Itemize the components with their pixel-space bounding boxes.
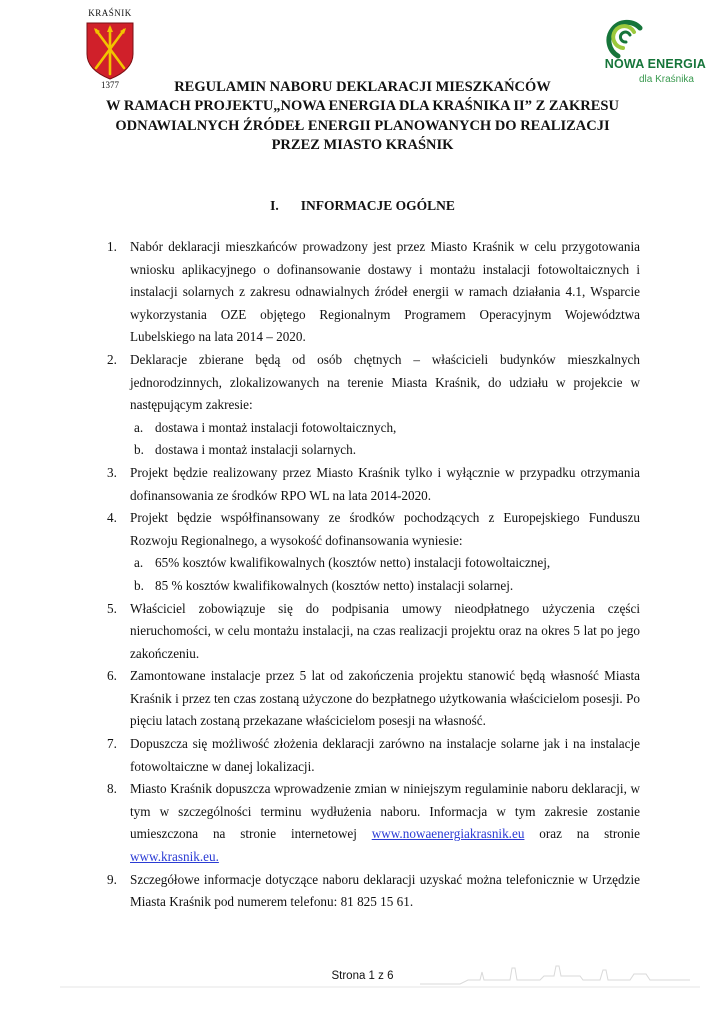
sub-item bbox=[130, 439, 640, 462]
crest-year: 1377 bbox=[101, 80, 119, 90]
title-line: W RAMACH PROJEKTU„NOWA ENERGIA DLA KRAŚNIKA II” Z ZAKRESU bbox=[106, 98, 619, 115]
list-item bbox=[107, 507, 640, 597]
item-text: Projekt będzie realizowany przez Miasto Kraśnik tylko i wyłącznie w przypadku otrzymania dofinansowania ze środków RPO WL na lata 2014-2020. bbox=[130, 464, 640, 503]
crest-name: KRAŚNIK bbox=[88, 8, 132, 18]
section-heading bbox=[0, 198, 725, 214]
sub-item-letter: b. bbox=[134, 442, 144, 458]
rules-list bbox=[107, 236, 640, 914]
website-link-nowaenergia[interactable]: www.nowaenergiakrasnik.eu bbox=[371, 826, 525, 842]
list-item bbox=[107, 733, 640, 778]
sub-item-text: dostawa i montaż instalacji fotowoltaicznych, bbox=[155, 419, 397, 435]
sub-item-text: 85 % kosztów kwalifikowalnych (kosztów netto) instalacji solarnej. bbox=[155, 577, 514, 593]
item-number: 7. bbox=[107, 736, 117, 752]
list-item bbox=[107, 598, 640, 666]
logo-title: NOWA ENERGIA bbox=[604, 57, 706, 71]
item-number: 2. bbox=[107, 351, 117, 367]
item-text-part: Miasto Kraśnik dopuszcza wprowadzenie zmian w niniejszym regulaminie naboru deklaracji, w tym w szczególności terminu wydłużenia naboru. Informacja w tym zakresie zostanie umieszczona na stronie internetowej bbox=[130, 781, 640, 842]
section-number: I. bbox=[270, 198, 279, 213]
crest-shield-icon bbox=[86, 22, 134, 80]
sub-item-text: 65% kosztów kwalifikowalnych (kosztów netto) instalacji fotowoltaicznej, bbox=[155, 555, 551, 571]
list-item bbox=[107, 462, 640, 507]
document-title bbox=[90, 78, 635, 156]
item-text: Szczegółowe informacje dotyczące naboru deklaracji uzyskać można telefonicznie w Urzędzie Miasta Kraśnik pod numerem telefonu: 81 825 15 61. bbox=[130, 871, 640, 910]
section-title: INFORMACJE OGÓLNE bbox=[300, 198, 455, 213]
item-text: Nabór deklaracji mieszkańców prowadzony jest przez Miasto Kraśnik w celu przygotowania wniosku aplikacyjnego o dofinansowanie dostawy i montażu instalacji fotowoltaicznych i instalacji solarnych z zakresu odnawialnych źródeł energii w ramach działania 4.1, Wsparcie wykorzystania OZE objętego Regionalnym Programem Operacyjnym Województwa Lubelskiego na lata 2014 – 2020. bbox=[130, 239, 640, 345]
sub-item-text: dostawa i montaż instalacji solarnych. bbox=[155, 442, 357, 458]
list-item bbox=[107, 778, 640, 868]
title-line: PRZEZ MIASTO KRAŚNIK bbox=[271, 137, 454, 154]
list-item bbox=[107, 349, 640, 462]
sub-item bbox=[130, 417, 640, 440]
item-number: 6. bbox=[107, 668, 117, 684]
list-item bbox=[107, 665, 640, 733]
page-number: Strona 1 z 6 bbox=[331, 970, 394, 982]
list-item bbox=[107, 869, 640, 914]
title-line: ODNAWIALNYCH ŹRÓDEŁ ENERGII PLANOWANYCH DO REALIZACJI bbox=[115, 117, 610, 134]
item-number: 5. bbox=[107, 600, 117, 616]
website-link-krasnik[interactable]: www.krasnik.eu. bbox=[130, 849, 219, 865]
sub-item-letter: b. bbox=[134, 577, 144, 593]
item-number: 8. bbox=[107, 781, 117, 797]
energy-swirl-icon bbox=[588, 16, 708, 60]
item-number: 3. bbox=[107, 464, 117, 480]
item-text bbox=[130, 778, 640, 868]
item-text: Zamontowane instalacje przez 5 lat od zakończenia projektu stanowić będą własność Miasta Kraśnik i przez ten czas zostaną użyczone do bezpłatnego użytkowania właścicielom posesji. Po pięciu latach zostaną przekazane właścicielom posesji na własność. bbox=[130, 668, 640, 729]
item-number: 4. bbox=[107, 510, 117, 526]
item-number: 9. bbox=[107, 871, 117, 887]
logo-subtitle: dla Kraśnika bbox=[638, 74, 694, 85]
list-item bbox=[107, 236, 640, 349]
item-number: 1. bbox=[107, 239, 117, 254]
item-text-part: oraz na stronie bbox=[524, 826, 640, 842]
sub-item-letter: a. bbox=[134, 555, 144, 571]
sub-item bbox=[130, 552, 640, 575]
sub-item bbox=[130, 575, 640, 598]
item-text: Dopuszcza się możliwość złożenia deklaracji zarówno na instalacje solarne jak i na instalacje fotowoltaiczne w danej lokalizacji. bbox=[130, 736, 640, 774]
item-text: Projekt będzie współfinansowany ze środków pochodzących z Europejskiego Funduszu Rozwoju Regionalnego, a wysokość dofinansowania wyniesie: bbox=[130, 510, 640, 548]
item-text: Właściciel zobowiązuje się do podpisania umowy nieodpłatnego użyczenia części nieruchomości, w celu montażu instalacji, na czas realizacji projektu oraz na okres 5 lat po jego zakończeniu. bbox=[130, 600, 640, 661]
title-line: REGULAMIN NABORU DEKLARACJI MIESZKAŃCÓW bbox=[174, 79, 551, 95]
item-text: Deklaracje zbierane będą od osób chętnych – właścicieli budynków mieszkalnych jednorodzinnych, zlokalizowanych na terenie Miasta Kraśnik, do udziału w projekcie w następującym zakresie: bbox=[130, 351, 640, 413]
sub-item-letter: a. bbox=[134, 419, 144, 435]
